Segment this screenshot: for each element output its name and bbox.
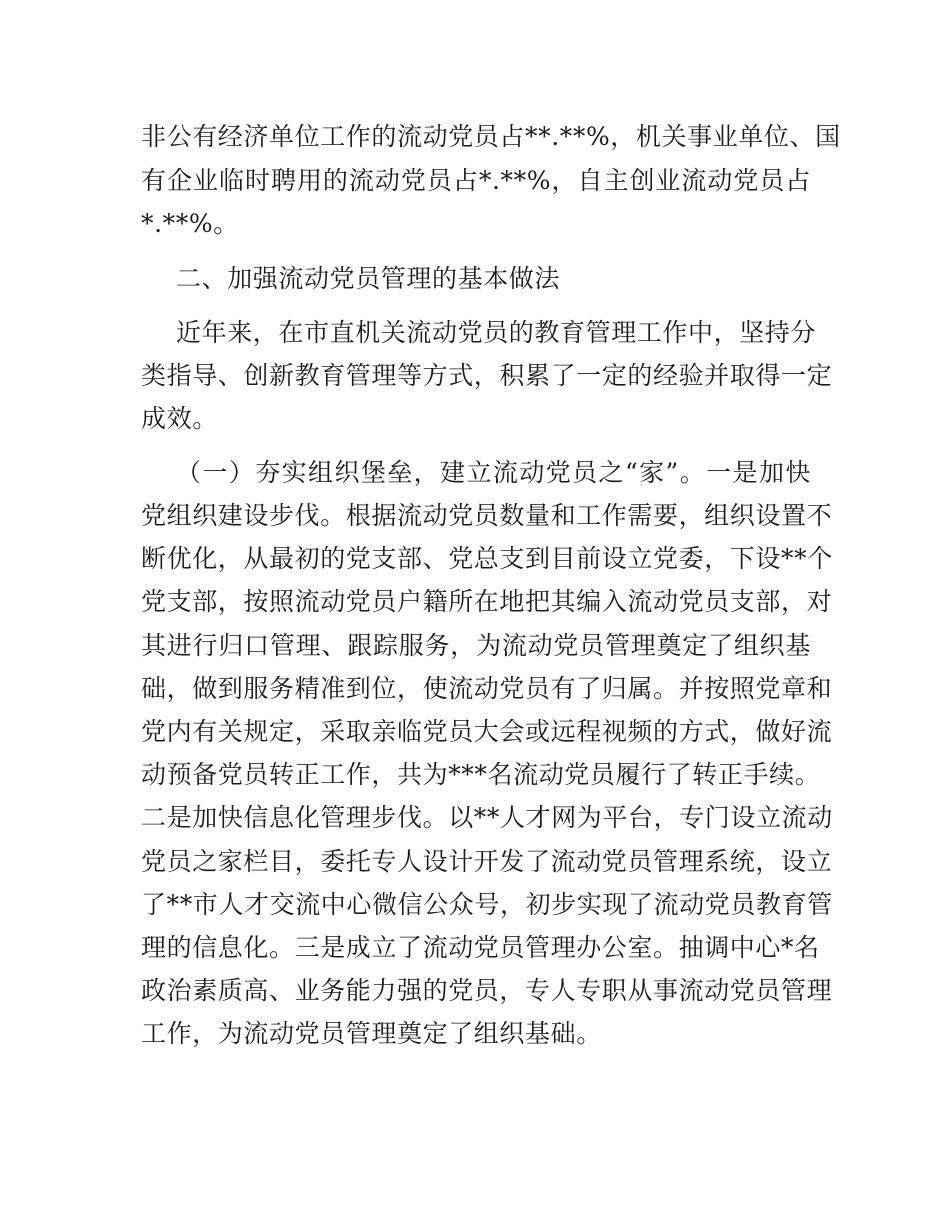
paragraph-line: 了**市人才交流中心微信公众号，初步实现了流动党员教育管 (141, 890, 833, 919)
paragraph-line: 二是加快信息化管理步伐。以**人才网为平台，专门设立流动 (141, 803, 833, 832)
paragraph-line: 断优化，从最初的党支部、党总支到目前设立党委，下设**个 (141, 544, 833, 573)
paragraph-line: 非公有经济单位工作的流动党员占**.**%，机关事业单位、国 (141, 122, 841, 151)
paragraph-line: （一）夯实组织堡垒，建立流动党员之“家”。一是加快 (176, 458, 811, 487)
paragraph-line: 理的信息化。三是成立了流动党员管理办公室。抽调中心*名 (141, 933, 820, 962)
paragraph-line: 党内有关规定，采取亲临党员大会或远程视频的方式，做好流 (141, 717, 833, 746)
paragraph-line: 动预备党员转正工作，共为***名流动党员履行了转正手续。 (141, 760, 821, 789)
paragraph-line: 党组织建设步伐。根据流动党员数量和工作需要，组织设置不 (141, 501, 833, 530)
paragraph-line: 政治素质高、业务能力强的党员，专人专职从事流动党员管理 (141, 976, 833, 1005)
paragraph-line: 成效。 (141, 404, 218, 433)
paragraph-line: 工作，为流动党员管理奠定了组织基础。 (141, 1019, 602, 1048)
section-heading: 二、加强流动党员管理的基本做法 (176, 264, 561, 293)
paragraph-line: 础，做到服务精准到位，使流动党员有了归属。并按照党章和 (141, 674, 833, 703)
paragraph-line: 有企业临时聘用的流动党员占*.**%，自主创业流动党员占 (141, 166, 811, 195)
paragraph-line: 类指导、创新教育管理等方式，积累了一定的经验并取得一定 (141, 361, 833, 390)
paragraph-line: 党支部，按照流动党员户籍所在地把其编入流动党员支部，对 (141, 587, 833, 616)
paragraph-line: *.**%。 (141, 209, 239, 238)
paragraph-line: 其进行归口管理、跟踪服务，为流动党员管理奠定了组织基 (141, 631, 811, 660)
paragraph-line: 近年来，在市直机关流动党员的教育管理工作中，坚持分 (176, 318, 817, 347)
paragraph-line: 党员之家栏目，委托专人设计开发了流动党员管理系统，设立 (141, 847, 833, 876)
